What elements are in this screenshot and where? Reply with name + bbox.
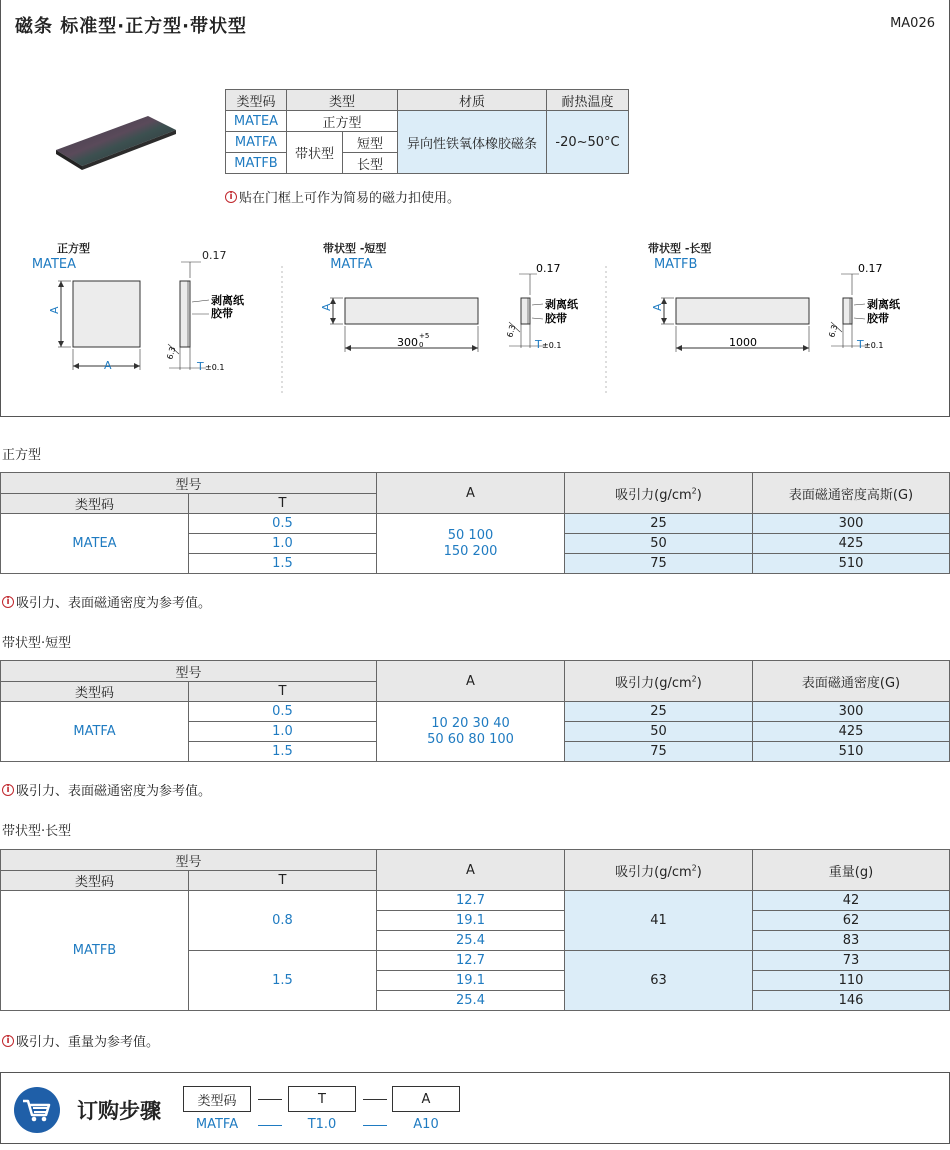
- dim-017: 0.17: [202, 249, 227, 262]
- dim-length: 1000: [729, 336, 757, 349]
- cell-force: 75: [565, 742, 753, 762]
- order-title: 订购步骤: [77, 1099, 161, 1123]
- order-dash: [258, 1099, 282, 1100]
- cell-weight: 146: [753, 991, 950, 1011]
- dim-63: 6.3: [505, 323, 518, 339]
- th-a: A: [377, 661, 565, 702]
- order-box-a: A: [392, 1086, 460, 1112]
- note-text: 吸引力、重量为参考值。: [16, 1035, 160, 1050]
- label-peel: 剥离纸: [211, 294, 244, 307]
- magnet-strip-image: [56, 112, 176, 170]
- page-title: 磁条 标准型·正方型·带状型: [15, 16, 247, 37]
- label-tape: 胶带: [545, 312, 567, 325]
- dim-63: 6.3: [827, 323, 840, 339]
- cell-t: 1.0: [189, 722, 377, 742]
- diagram-code: MATFA: [330, 257, 373, 272]
- dim-a-vertical: A: [651, 303, 664, 311]
- th-a: A: [377, 473, 565, 514]
- cell-a: 25.4: [377, 931, 565, 951]
- cell-t: 0.5: [189, 702, 377, 722]
- diagram-long: [645, 262, 905, 362]
- order-value-a: A10: [413, 1117, 439, 1132]
- th-model: 型号: [1, 850, 377, 871]
- diagram-square: [41, 248, 244, 378]
- cell-a: 19.1: [377, 971, 565, 991]
- note-long: [2, 1031, 159, 1050]
- spec-subtype: 短型: [343, 132, 398, 153]
- spec-subtype: 长型: [343, 153, 398, 174]
- th-flux: 表面磁通密度(G): [753, 661, 950, 702]
- cell-force: 25: [565, 702, 753, 722]
- spec-header-code: 类型码: [226, 90, 287, 111]
- cell-t: 0.8: [189, 891, 377, 951]
- label-peel: 剥离纸: [867, 298, 900, 311]
- info-icon: i: [2, 784, 14, 796]
- diagram-label-short: [323, 242, 387, 272]
- cell-a: 12.7: [377, 951, 565, 971]
- divider: [605, 266, 607, 396]
- cell-a: 25.4: [377, 991, 565, 1011]
- cell-a: 10 20 30 40 50 60 80 100: [377, 702, 565, 762]
- cell-flux: 425: [753, 722, 950, 742]
- cell-weight: 62: [753, 911, 950, 931]
- cell-t: 1.0: [189, 534, 377, 554]
- diagram-label-long: [648, 242, 712, 272]
- th-code: 类型码: [1, 494, 189, 514]
- diagram-title: 带状型 -短型: [323, 242, 387, 255]
- cell-weight: 83: [753, 931, 950, 951]
- cell-t: 1.5: [189, 554, 377, 574]
- dim-length: 300: [397, 336, 418, 349]
- cell-flux: 300: [753, 702, 950, 722]
- cell-flux: 510: [753, 742, 950, 762]
- order-dash: [258, 1125, 282, 1126]
- label-tape: 胶带: [867, 312, 889, 325]
- spec-code: MATFA: [226, 132, 287, 153]
- th-model: 型号: [1, 661, 377, 682]
- dim-t: T: [197, 360, 204, 373]
- spec-type: 正方型: [287, 111, 398, 132]
- dim-t: T: [857, 338, 864, 351]
- order-box-code: 类型码: [183, 1086, 251, 1112]
- cell-t: 1.5: [189, 951, 377, 1011]
- diagram-code: MATFB: [653, 257, 698, 272]
- dim-017: 0.17: [858, 262, 883, 275]
- dim-t-tol: ±0.1: [542, 341, 562, 350]
- spec-material: 异向性铁氧体橡胶磁条: [398, 111, 547, 174]
- spec-table: [225, 89, 629, 174]
- cell-code: MATEA: [1, 514, 189, 574]
- spec-header-type: 类型: [287, 90, 398, 111]
- dim-a-horizontal: A: [104, 359, 112, 372]
- spec-note-text: 贴在门框上可作为简易的磁力扣使用。: [239, 191, 461, 206]
- order-value-t: T1.0: [307, 1117, 337, 1132]
- order-box-t: T: [288, 1086, 356, 1112]
- info-icon: i: [225, 191, 237, 203]
- table-square: [0, 472, 950, 574]
- dim-017: 0.17: [536, 262, 561, 275]
- th-force: 吸引力$(g/cm^2)$: [565, 850, 753, 891]
- cell-force: 50: [565, 534, 753, 554]
- dim-length-tol-upper: +5: [419, 332, 430, 340]
- divider: [281, 266, 283, 396]
- order-dash: [363, 1099, 387, 1100]
- spec-code: MATEA: [226, 111, 287, 132]
- th-t: T: [189, 871, 377, 891]
- label-tape: 胶带: [211, 307, 233, 320]
- spec-temperature: -20~50°C: [547, 111, 629, 174]
- section-title-square: 正方型: [2, 448, 42, 463]
- th-weight: 重量(g): [753, 850, 950, 891]
- cell-force: 41: [565, 891, 753, 951]
- cell-flux: 425: [753, 534, 950, 554]
- th-code: 类型码: [1, 871, 189, 891]
- cell-code: MATFA: [1, 702, 189, 762]
- cell-flux: 300: [753, 514, 950, 534]
- spec-code: MATFB: [226, 153, 287, 174]
- cell-a: 12.7: [377, 891, 565, 911]
- table-short: [0, 660, 950, 762]
- th-flux: 表面磁通密度高斯(G): [753, 473, 950, 514]
- order-dash: [363, 1125, 387, 1126]
- note-text: 吸引力、表面磁通密度为参考值。: [16, 596, 212, 611]
- diagram-title: 正方型: [57, 242, 90, 255]
- product-overview: [0, 0, 950, 417]
- diagram-title: 带状型 -长型: [648, 242, 712, 255]
- cell-weight: 110: [753, 971, 950, 991]
- cell-a: 50 100 150 200: [377, 514, 565, 574]
- dim-63: 6.3: [165, 345, 178, 361]
- catalog-code: MA026: [890, 16, 935, 31]
- cell-weight: 42: [753, 891, 950, 911]
- note-short: [2, 780, 211, 799]
- spec-header-material: 材质: [398, 90, 547, 111]
- th-code: 类型码: [1, 682, 189, 702]
- spec-note: [225, 187, 460, 206]
- info-icon: i: [2, 1035, 14, 1047]
- diagram-code: MATEA: [31, 257, 76, 272]
- order-steps: [0, 1072, 950, 1144]
- th-t: T: [189, 682, 377, 702]
- section-title-short: 带状型·短型: [2, 636, 72, 651]
- dim-t-tol: ±0.1: [205, 363, 225, 372]
- cell-force: 25: [565, 514, 753, 534]
- dim-length-tol-lower: 0: [419, 341, 424, 349]
- cell-flux: 510: [753, 554, 950, 574]
- dim-t: T: [535, 338, 542, 351]
- dim-t-tol: ±0.1: [864, 341, 884, 350]
- note-square: [2, 592, 211, 611]
- diagram-short: [313, 262, 578, 362]
- th-a: A: [377, 850, 565, 891]
- spec-type: 带状型: [287, 132, 343, 174]
- th-model: 型号: [1, 473, 377, 494]
- info-icon: i: [2, 596, 14, 608]
- cell-t: 0.5: [189, 514, 377, 534]
- label-peel: 剥离纸: [545, 298, 578, 311]
- table-long: [0, 849, 950, 1011]
- note-text: 吸引力、表面磁通密度为参考值。: [16, 784, 212, 799]
- th-t: T: [189, 494, 377, 514]
- cell-a: 19.1: [377, 911, 565, 931]
- cell-weight: 73: [753, 951, 950, 971]
- th-force: 吸引力$(g/cm^2)$: [565, 473, 753, 514]
- cell-force: 63: [565, 951, 753, 1011]
- spec-header-temp: 耐热温度: [547, 90, 629, 111]
- cell-code: MATFB: [1, 891, 189, 1011]
- cell-force: 50: [565, 722, 753, 742]
- shopping-cart-icon: [14, 1087, 60, 1133]
- order-value-code: MATFA: [195, 1117, 239, 1132]
- dim-a-vertical: A: [320, 303, 333, 311]
- dim-a-vertical: A: [48, 306, 61, 314]
- cell-t: 1.5: [189, 742, 377, 762]
- th-force: 吸引力$(g/cm^2)$: [565, 661, 753, 702]
- cell-force: 75: [565, 554, 753, 574]
- section-title-long: 带状型·长型: [2, 824, 72, 839]
